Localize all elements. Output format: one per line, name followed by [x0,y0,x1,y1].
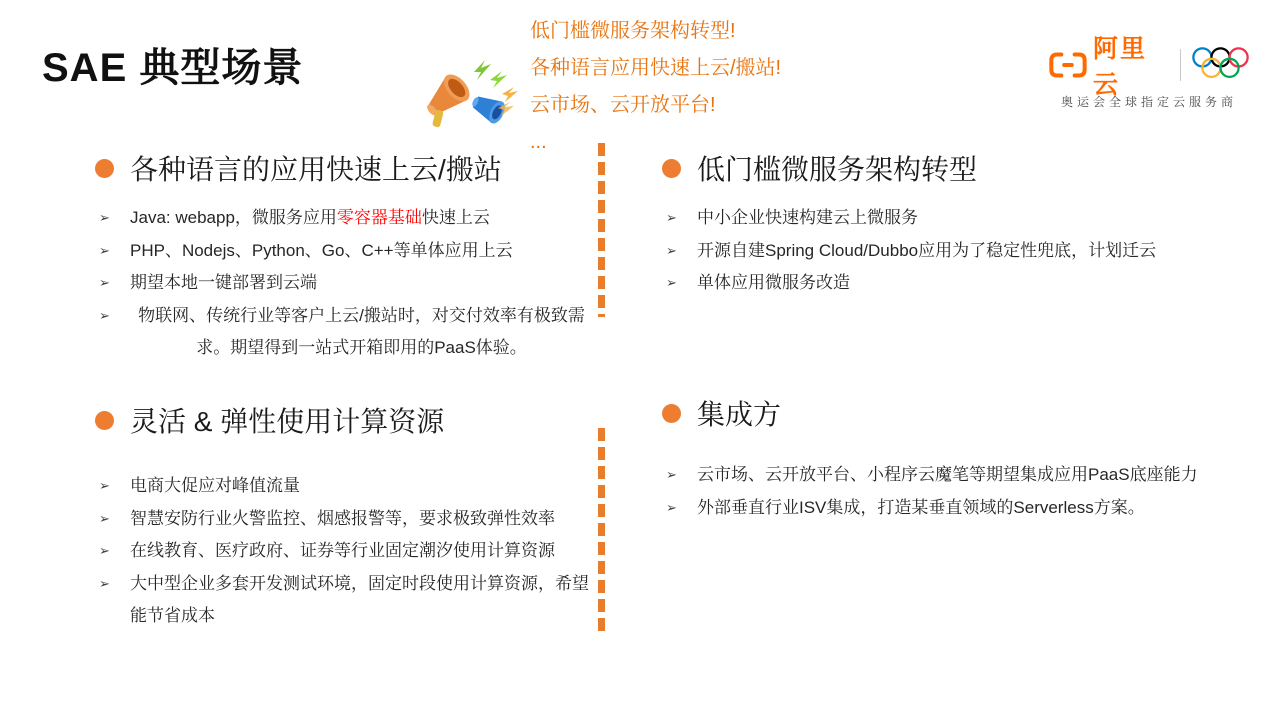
section-multi-language [88,148,593,365]
list-item [88,470,600,503]
item-text: PHP、Nodejs、Python、Go、C++等单体应用上云 [130,240,513,260]
bullet-circle-icon [95,159,114,178]
arrow-bullet-icon: ➢ [99,307,110,323]
arrow-bullet-icon: ➢ [99,210,110,225]
section-title: 集成方 [697,399,782,430]
page-title: SAE 典型场景 [42,46,304,90]
list-item [88,202,593,235]
megaphone-illustration [414,54,524,134]
arrow-bullet-icon: ➢ [99,510,110,526]
promo-line-1: 低门槛微服务架构转型! [530,20,736,42]
list-item [88,535,600,568]
section-items [88,202,593,365]
promo-line-ellipsis: ... [530,131,547,153]
dashed-divider-top [598,143,605,317]
section-items [655,202,1250,300]
section-heading [655,148,1250,188]
section-integrators [655,393,1255,524]
section-heading [88,148,593,188]
bullet-circle-icon [662,159,681,178]
item-text: 在线教育、医疗政府、证券等行业固定潮汐使用计算资源 [130,541,555,560]
brand-block [1048,35,1250,110]
section-items [88,470,600,633]
list-item [88,503,600,536]
promo-text [530,13,781,161]
item-text: 开源自建Spring Cloud/Dubbo应用为了稳定性兜底，计划迁云 [697,240,1157,260]
arrow-bullet-icon: ➢ [99,543,110,558]
list-item [655,459,1255,492]
section-elastic-resources [88,400,600,633]
section-title: 灵活 & 弹性使用计算资源 [130,406,445,437]
olympic-rings-icon [1191,44,1250,86]
arrow-bullet-icon: ➢ [666,467,677,482]
list-item [88,300,593,365]
arrow-bullet-icon: ➢ [666,275,677,290]
section-heading [88,400,600,440]
item-text: 单体应用微服务改造 [697,273,850,292]
list-item [655,202,1250,235]
megaphone-icon [414,54,524,134]
brand-name: 阿里云 [1092,35,1147,99]
item-text: 中小企业快速构建云上微服务 [697,208,918,227]
list-item [655,235,1250,268]
list-item [655,267,1250,300]
arrow-bullet-icon: ➢ [99,575,110,591]
item-text: 期望本地一键部署到云端 [130,273,317,292]
bullet-circle-icon [662,404,681,423]
arrow-bullet-icon: ➢ [99,478,110,493]
brand-tagline: 奥运会全球指定云服务商 [1060,95,1237,109]
section-heading [655,393,1255,433]
list-item [88,235,593,268]
section-microservice-transform [655,148,1250,300]
item-text: 云市场、云开放平台、小程序云魔笔等期望集成应用PaaS底座能力 [697,465,1198,484]
list-item [88,568,600,633]
item-text: 电商大促应对峰值流量 [130,476,300,495]
item-text-post: 快速上云 [421,208,490,227]
brand-divider [1180,49,1181,81]
arrow-bullet-icon: ➢ [666,210,677,225]
item-text: 外部垂直行业ISV集成，打造某垂直领域的Serverless方案。 [697,497,1145,517]
arrow-bullet-icon: ➢ [666,499,677,515]
item-text: 智慧安防行业火警监控、烟感报警等，要求极致弹性效率 [130,508,555,528]
list-item [88,267,593,300]
arrow-bullet-icon: ➢ [99,242,110,258]
alibaba-cloud-bracket-icon [1048,50,1088,80]
brand-row [1048,35,1250,99]
item-text-pre: Java: webapp，微服务应用 [130,208,337,227]
arrow-bullet-icon: ➢ [99,275,110,290]
arrow-bullet-icon: ➢ [666,242,677,258]
bullet-circle-icon [95,411,114,430]
section-items [655,459,1255,524]
promo-line-2: 各种语言应用快速上云/搬站! [530,57,782,79]
item-text: 物联网、传统行业等客户上云/搬站时，对交付效率有极致需求。期望得到一站式开箱即用的PaaS体验。 [138,305,585,357]
section-title: 低门槛微服务架构转型 [697,154,978,185]
promo-line-3: 云市场、云开放平台! [530,94,716,116]
section-title: 各种语言的应用快速上云/搬站 [130,154,502,185]
list-item [655,492,1255,525]
item-text-highlight: 零容器基础 [336,208,422,227]
item-text: 大中型企业多套开发测试环境，固定时段使用计算资源，希望能节省成本 [130,573,589,625]
